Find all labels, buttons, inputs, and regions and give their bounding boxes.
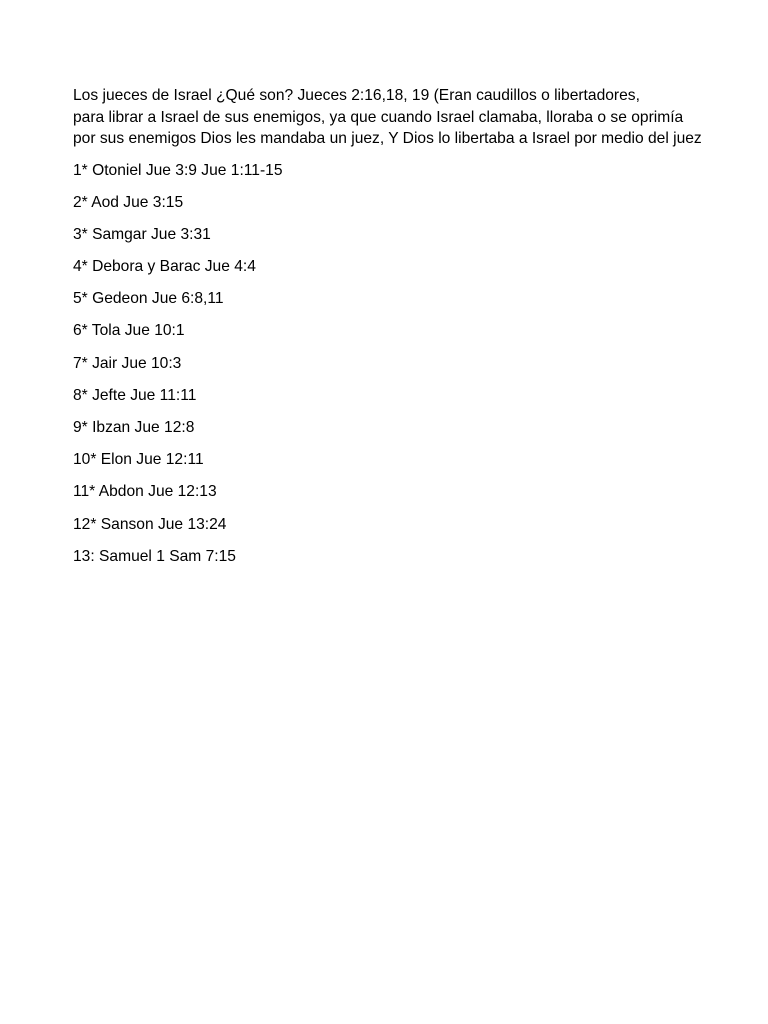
intro-paragraph — [73, 85, 743, 150]
list-item: 12* Sanson Jue 13:24 — [73, 515, 227, 533]
list-item: 6* Tola Jue 10:1 — [73, 322, 185, 340]
list-item: 5* Gedeon Jue 6:8,11 — [73, 290, 224, 308]
list-item: 13: Samuel 1 Sam 7:15 — [73, 547, 236, 565]
list-item: 10* Elon Jue 12:11 — [73, 451, 204, 469]
list-item: 3* Samgar Jue 3:31 — [73, 225, 211, 243]
list-item: 1* Otoniel Jue 3:9 Jue 1:11-15 — [73, 161, 283, 179]
intro-line: Los jueces de Israel ¿Qué son? Jueces 2:16,18, 19 (Eran caudillos o libertadores, — [73, 87, 640, 104]
judges-list — [73, 161, 743, 579]
list-item: 8* Jefte Jue 11:11 — [73, 386, 197, 404]
intro-line: por sus enemigos Dios les mandaba un juez, Y Dios lo libertaba a Israel por medio del juez — [73, 130, 702, 147]
list-item: 4* Debora y Barac Jue 4:4 — [73, 258, 256, 276]
intro-line: para librar a Israel de sus enemigos, ya que cuando Israel clamaba, lloraba o se oprimía — [73, 108, 684, 126]
document-body — [73, 85, 743, 579]
list-item: 2* Aod Jue 3:15 — [73, 193, 184, 211]
list-item: 7* Jair Jue 10:3 — [73, 354, 182, 372]
list-item: 9* Ibzan Jue 12:8 — [73, 419, 195, 436]
list-item: 11* Abdon Jue 12:13 — [73, 483, 217, 501]
